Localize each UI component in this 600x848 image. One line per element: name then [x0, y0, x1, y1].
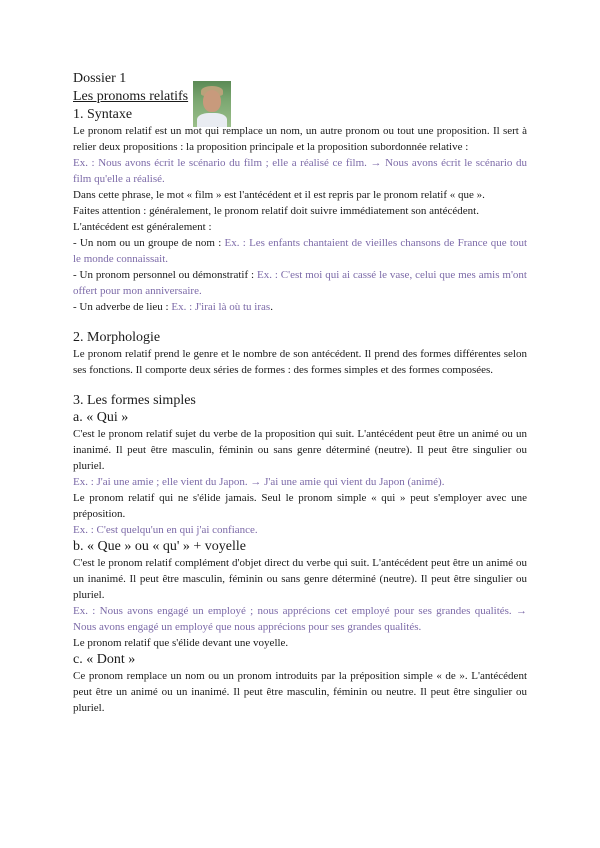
document-subtitle: Les pronoms relatifs	[73, 89, 189, 104]
dossier-title: Dossier 1	[73, 71, 127, 86]
qui-example-1: Ex. : J'ai une amie ; elle vient du Japon. → J'ai une amie qui vient du Japon (animé).	[73, 476, 445, 488]
section-gap	[73, 378, 527, 392]
antecedent-item-pronom-example: Ex. : C'est moi qui ai cassé le vase, celui que mes amis m'ont offert pour mon anniversaire.	[73, 269, 527, 297]
que-paragraph-2: Le pronom relatif que s'élide devant une voyelle.	[73, 637, 289, 649]
syntaxe-paragraph-3: Faites attention : généralement, le pronom relatif doit suivre immédiatement son antécédent.	[73, 205, 479, 217]
syntaxe-paragraph-4: L'antécédent est généralement :	[73, 221, 212, 233]
antecedent-item-adverbe-label: - Un adverbe de lieu :	[73, 301, 172, 313]
subheading-qui: a. « Qui »	[73, 410, 129, 425]
document-page	[73, 70, 527, 716]
antecedent-item-pronom	[73, 267, 527, 299]
dont-paragraph-1: Ce pronom remplace un nom ou un pronom introduits par la préposition simple « de ». L'antécédent peut être un animé ou un inanimé. Il peut être masculin, féminin ou neutre. Il peut être singulier ou pluriel.	[73, 670, 527, 714]
qui-example-2: Ex. : C'est quelqu'un en qui j'ai confiance.	[73, 524, 258, 536]
morphologie-paragraph: Le pronom relatif prend le genre et le nombre de son antécédent. Il prend des formes différentes selon ses fonctions. Il comporte deux séries de formes : des formes simples et des formes composées.	[73, 348, 527, 376]
antecedent-item-adverbe-example: Ex. : J'irai là où tu iras	[171, 301, 271, 313]
section-heading-morphologie: 2. Morphologie	[73, 330, 161, 345]
syntaxe-example-1: Ex. : Nous avons écrit le scénario du film ; elle a réalisé ce film. → Nous avons écrit le scénario du film qu'elle a réalisé.	[73, 157, 527, 185]
antecedent-item-adverbe-end: .	[270, 301, 273, 313]
que-paragraph-1: C'est le pronom relatif complément d'objet direct du verbe qui suit. L'antécédent peut être un animé ou un inanimé. Il peut être masculin, féminin ou sans genre déterminé (neutre). Il peut être singulier ou pluriel.	[73, 557, 527, 601]
antecedent-item-adverbe	[73, 299, 527, 315]
syntaxe-paragraph-2: Dans cette phrase, le mot « film » est l'antécédent et il est repris par le pronom relatif « que ».	[73, 189, 485, 201]
subheading-dont: c. « Dont »	[73, 652, 136, 667]
antecedent-item-nom	[73, 235, 527, 267]
que-example-1: Ex. : Nous avons engagé un employé ; nous apprécions cet employé pour ses grandes qualités. → Nous avons engagé un employé que nous apprécions pour ses grandes qualités.	[73, 605, 527, 633]
section-gap	[73, 315, 527, 329]
syntaxe-paragraph-1: Le pronom relatif est un mot qui remplace un nom, un autre pronom ou tout une proposition. Il sert à relier deux propositions : la proposition principale et la proposition subordonnée relative :	[73, 125, 527, 153]
section-heading-formes-simples: 3. Les formes simples	[73, 393, 196, 408]
antecedent-item-nom-example: Ex. : Les enfants chantaient de vieilles chansons de France que tout le monde connaissait.	[73, 237, 528, 265]
section-heading-syntaxe: 1. Syntaxe	[73, 107, 133, 122]
antecedent-item-pronom-label: - Un pronom personnel ou démonstratif :	[73, 269, 257, 281]
subheading-que: b. « Que » ou « qu' » + voyelle	[73, 539, 246, 554]
qui-paragraph-1: C'est le pronom relatif sujet du verbe de la proposition qui suit. L'antécédent peut être un animé ou un inanimé. Il peut être masculin, féminin ou sans genre déterminé (neutre). Il peut être singulier ou pluriel.	[73, 428, 527, 472]
qui-paragraph-2: Le pronom relatif qui ne s'élide jamais. Seul le pronom simple « qui » peut s'employer avec une préposition.	[73, 492, 527, 520]
antecedent-item-nom-label: - Un nom ou un groupe de nom :	[73, 237, 225, 249]
